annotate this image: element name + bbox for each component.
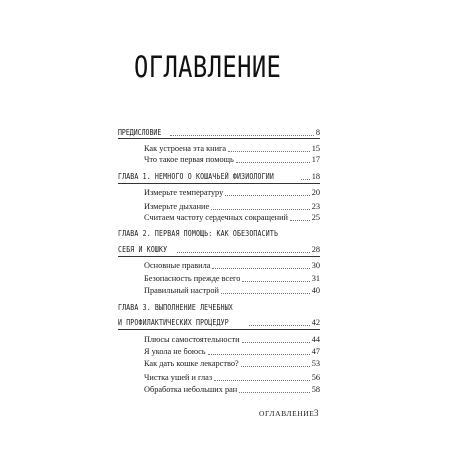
leader-dots — [236, 162, 310, 163]
leader-dots — [214, 380, 310, 381]
leader-dots — [241, 366, 310, 367]
toc-entry[interactable] — [144, 357, 320, 369]
section-divider — [118, 256, 320, 257]
toc-entry[interactable] — [144, 211, 320, 223]
toc-page-number: 53 — [311, 359, 320, 368]
toc-entry-label: Обработка небольших ран — [144, 385, 238, 394]
page-number: 3 — [314, 408, 319, 418]
toc-entry-label: И ПРОФИЛАКТИЧЕСКИХ ПРОЦЕДУР — [118, 318, 229, 327]
section-divider — [118, 329, 320, 330]
toc-page-number: 25 — [311, 213, 320, 222]
toc-entry-label: ПРЕДИСЛОВИЕ — [118, 128, 162, 137]
leader-dots — [211, 209, 310, 210]
toc-entry-label: Что такое первая помощь — [144, 155, 234, 164]
toc-page-number: 58 — [311, 385, 320, 394]
toc-entry-label: Безопасность прежде всего — [144, 274, 241, 283]
toc-entry-label: Правильный настрой — [144, 286, 219, 295]
toc-entry-chapter-2[interactable] — [118, 243, 320, 255]
leader-dots — [301, 179, 309, 180]
toc-entry-label: Плюсы самостоятельности — [144, 335, 240, 344]
toc-entry[interactable] — [144, 153, 320, 165]
toc-page-number: 42 — [311, 318, 320, 327]
toc-entry-label: Считаем частоту сердечных сокращений — [144, 213, 288, 222]
toc-entry-label: ГЛАВА 1. НЕМНОГО О КОШАЧЬЕЙ ФИЗИОЛОГИИ — [118, 172, 274, 181]
leader-dots — [228, 151, 310, 152]
toc-entry[interactable] — [144, 186, 320, 198]
toc-page-number: 23 — [311, 202, 320, 211]
toc-entry-label: Чистка ушей и глаз — [144, 373, 213, 382]
toc-page-number: 31 — [311, 274, 320, 283]
toc-page-number: 56 — [311, 373, 320, 382]
toc-page-number: 17 — [311, 155, 320, 164]
toc-entry-label: Как устроена эта книга — [144, 144, 227, 153]
toc-page-number: 20 — [311, 188, 320, 197]
toc-entry[interactable] — [144, 284, 320, 296]
toc-page-number: 30 — [311, 261, 320, 270]
leader-dots — [225, 195, 309, 196]
leader-dots — [242, 281, 309, 282]
toc-entry[interactable] — [144, 383, 320, 395]
toc-entry-label: Измерьте дыхание — [144, 202, 210, 211]
toc-entry-label: Как дать кошке лекарство? — [144, 359, 239, 368]
toc-page-number: 44 — [311, 335, 320, 344]
toc-page-number: 40 — [311, 286, 320, 295]
toc-page-number: 8 — [315, 128, 320, 137]
leader-dots — [290, 220, 310, 221]
page-title: ОГЛАВЛЕНИЕ — [134, 50, 282, 84]
running-footer-section: ОГЛАВЛЕНИЕ — [259, 409, 315, 418]
toc-entry-chapter-1[interactable] — [118, 170, 320, 182]
toc-page-number: 28 — [311, 245, 320, 254]
toc-entry[interactable] — [144, 333, 320, 345]
toc-chapter-2-title-line-1[interactable]: ГЛАВА 2. ПЕРВАЯ ПОМОЩЬ: КАК ОБЕЗОПАСИТЬ — [118, 229, 279, 238]
toc-entry-label: Измерьте температуру — [144, 188, 224, 197]
toc-entry[interactable] — [144, 345, 320, 357]
toc-chapter-3-title-line-1[interactable]: ГЛАВА 3. ВЫПОЛНЕНИЕ ЛЕЧЕБНЫХ — [118, 303, 233, 312]
leader-dots — [221, 293, 310, 294]
toc-entry-label: СЕБЯ И КОШКУ — [118, 245, 168, 254]
toc-page-number: 47 — [311, 347, 320, 356]
leader-dots — [242, 342, 310, 343]
toc-entry-chapter-3[interactable] — [118, 316, 320, 328]
leader-dots — [249, 325, 310, 326]
toc-entry-label: Основные правила — [144, 261, 211, 270]
toc-entry[interactable] — [144, 259, 320, 271]
toc-page-number: 18 — [311, 172, 320, 181]
section-divider — [118, 183, 320, 184]
leader-dots — [208, 354, 310, 355]
toc-entry[interactable] — [144, 272, 320, 284]
leader-dots — [170, 135, 314, 136]
toc-entry-preface[interactable] — [118, 126, 320, 138]
toc-entry[interactable] — [144, 371, 320, 383]
leader-dots — [177, 252, 309, 253]
leader-dots — [239, 392, 309, 393]
toc-page-number: 15 — [311, 144, 320, 153]
toc-entry-label: Я укола не боюсь — [144, 347, 206, 356]
section-divider — [118, 138, 320, 139]
leader-dots — [212, 268, 309, 269]
